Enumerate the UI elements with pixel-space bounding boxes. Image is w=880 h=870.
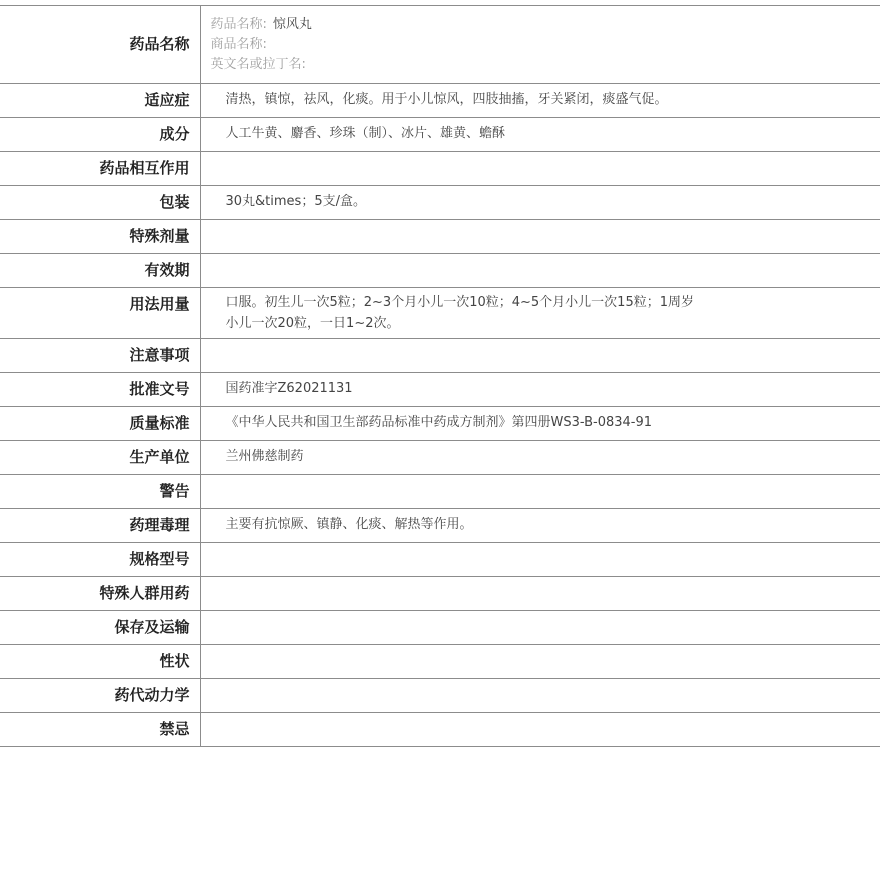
storage-value bbox=[200, 611, 880, 645]
special-population-value bbox=[200, 577, 880, 611]
pharmacology-label: 药理毒理 bbox=[0, 509, 200, 543]
indications-row bbox=[0, 84, 880, 118]
special-dosage-value bbox=[200, 220, 880, 254]
english-name-key: 英文名或拉丁名: bbox=[210, 57, 306, 72]
drug-name-row bbox=[0, 6, 880, 84]
properties-label: 性状 bbox=[0, 645, 200, 679]
interactions-label: 药品相互作用 bbox=[0, 152, 200, 186]
ingredients-row bbox=[0, 118, 880, 152]
precautions-row bbox=[0, 339, 880, 373]
validity-row bbox=[0, 254, 880, 288]
drug-name-line bbox=[211, 15, 880, 35]
warning-row bbox=[0, 475, 880, 509]
storage-label: 保存及运输 bbox=[0, 611, 200, 645]
validity-label: 有效期 bbox=[0, 254, 200, 288]
interactions-row bbox=[0, 152, 880, 186]
trade-name-key: 商品名称: bbox=[210, 37, 267, 52]
ingredients-label: 成分 bbox=[0, 118, 200, 152]
trade-name-line bbox=[211, 35, 880, 55]
specification-row bbox=[0, 543, 880, 577]
contraindications-value bbox=[200, 713, 880, 747]
validity-value bbox=[200, 254, 880, 288]
drug-name-value: 惊风丸 bbox=[272, 17, 312, 32]
drug-info-table bbox=[0, 5, 880, 747]
quality-standard-row bbox=[0, 407, 880, 441]
properties-value bbox=[200, 645, 880, 679]
approval-number-value: 国药准字Z62021131 bbox=[200, 373, 880, 407]
packaging-value: 30丸&times；5支/盒。 bbox=[200, 186, 880, 220]
interactions-value bbox=[200, 152, 880, 186]
approval-number-row bbox=[0, 373, 880, 407]
contraindications-label: 禁忌 bbox=[0, 713, 200, 747]
drug-name-key: 药品名称: bbox=[210, 17, 267, 32]
manufacturer-value: 兰州佛慈制药 bbox=[200, 441, 880, 475]
special-dosage-label: 特殊剂量 bbox=[0, 220, 200, 254]
packaging-row bbox=[0, 186, 880, 220]
pharmacokinetics-value bbox=[200, 679, 880, 713]
contraindications-row bbox=[0, 713, 880, 747]
pharmacology-value: 主要有抗惊厥、镇静、化痰、解热等作用。 bbox=[200, 509, 880, 543]
specification-value bbox=[200, 543, 880, 577]
indications-label: 适应症 bbox=[0, 84, 200, 118]
pharmacology-row bbox=[0, 509, 880, 543]
special-dosage-row bbox=[0, 220, 880, 254]
quality-standard-value: 《中华人民共和国卫生部药品标准中药成方制剂》第四册WS3-B-0834-91 bbox=[200, 407, 880, 441]
pharmacokinetics-label: 药代动力学 bbox=[0, 679, 200, 713]
special-population-label: 特殊人群用药 bbox=[0, 577, 200, 611]
usage-line-2: 小儿一次20粒，一日1~2次。 bbox=[225, 316, 400, 331]
storage-row bbox=[0, 611, 880, 645]
manufacturer-row bbox=[0, 441, 880, 475]
precautions-label: 注意事项 bbox=[0, 339, 200, 373]
packaging-label: 包装 bbox=[0, 186, 200, 220]
warning-value bbox=[200, 475, 880, 509]
precautions-value bbox=[200, 339, 880, 373]
english-name-line bbox=[211, 55, 880, 75]
properties-row bbox=[0, 645, 880, 679]
indications-value: 清热，镇惊，祛风，化痰。用于小儿惊风，四肢抽搐，牙关紧闭，痰盛气促。 bbox=[200, 84, 880, 118]
quality-standard-label: 质量标准 bbox=[0, 407, 200, 441]
manufacturer-label: 生产单位 bbox=[0, 441, 200, 475]
ingredients-value: 人工牛黄、麝香、珍珠（制）、冰片、雄黄、蟾酥 bbox=[200, 118, 880, 152]
drug-name-label: 药品名称 bbox=[0, 6, 200, 84]
special-population-row bbox=[0, 577, 880, 611]
usage-line-1: 口服。初生儿一次5粒；2~3个月小儿一次10粒；4~5个月小儿一次15粒；1周岁 bbox=[225, 295, 694, 310]
usage-value bbox=[200, 288, 880, 339]
approval-number-label: 批准文号 bbox=[0, 373, 200, 407]
usage-label: 用法用量 bbox=[0, 288, 200, 339]
warning-label: 警告 bbox=[0, 475, 200, 509]
drug-name-cell bbox=[200, 6, 880, 84]
pharmacokinetics-row bbox=[0, 679, 880, 713]
usage-row bbox=[0, 288, 880, 339]
specification-label: 规格型号 bbox=[0, 543, 200, 577]
